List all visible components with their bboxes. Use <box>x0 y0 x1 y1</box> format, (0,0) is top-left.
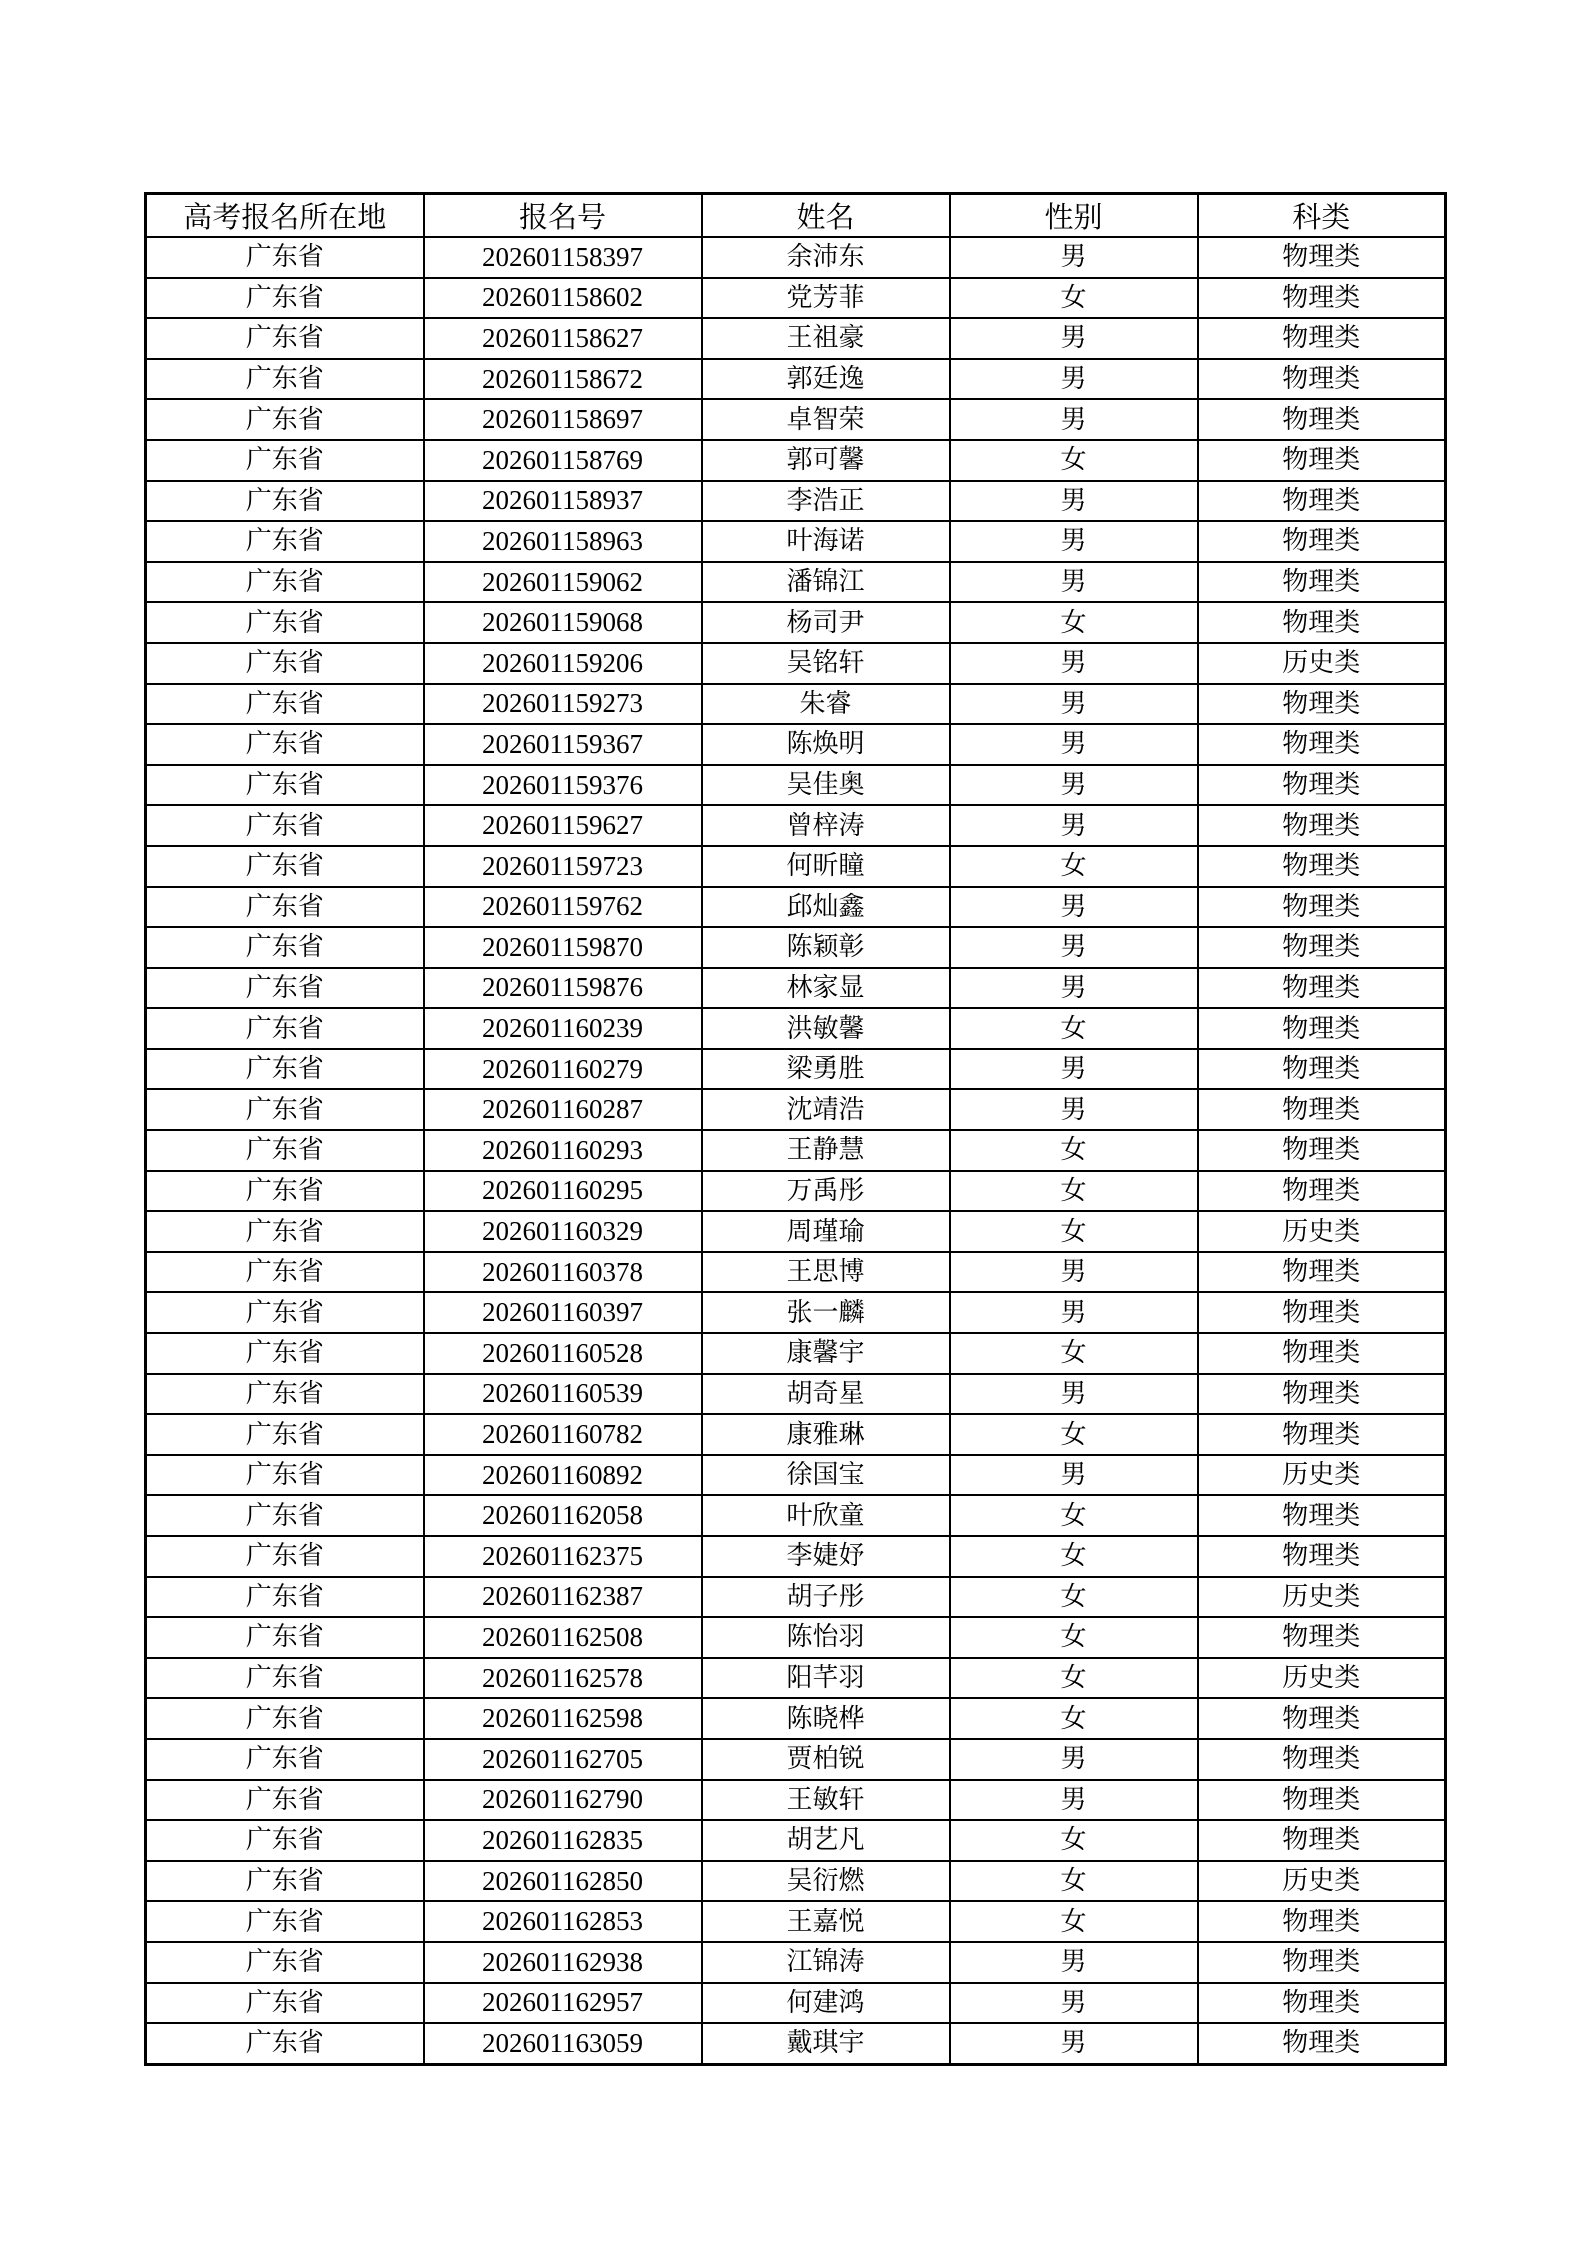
cell-subject-category: 物理类 <box>1198 359 1446 400</box>
cell-registration-number: 202601159062 <box>424 562 702 603</box>
cell-name: 吴铭轩 <box>702 643 950 684</box>
cell-subject-category: 物理类 <box>1198 927 1446 968</box>
cell-registration-number: 202601160279 <box>424 1049 702 1090</box>
header-registration-number: 报名号 <box>424 194 702 238</box>
table-row <box>146 684 1446 725</box>
cell-subject-category: 物理类 <box>1198 1089 1446 1130</box>
cell-subject-category: 物理类 <box>1198 318 1446 359</box>
cell-name: 阳芊羽 <box>702 1658 950 1699</box>
cell-registration-number: 202601162375 <box>424 1536 702 1577</box>
cell-location: 广东省 <box>146 968 424 1009</box>
cell-location: 广东省 <box>146 481 424 522</box>
table-row <box>146 1617 1446 1658</box>
cell-name: 胡艺凡 <box>702 1820 950 1861</box>
cell-registration-number: 202601162853 <box>424 1901 702 1942</box>
cell-registration-number: 202601158769 <box>424 440 702 481</box>
cell-gender: 女 <box>950 602 1198 643</box>
cell-registration-number: 202601162598 <box>424 1698 702 1739</box>
table-row <box>146 1049 1446 1090</box>
cell-registration-number: 202601160378 <box>424 1252 702 1293</box>
cell-location: 广东省 <box>146 1577 424 1618</box>
table-row <box>146 399 1446 440</box>
cell-name: 潘锦江 <box>702 562 950 603</box>
table-header-row <box>146 194 1446 238</box>
cell-registration-number: 202601160293 <box>424 1130 702 1171</box>
cell-location: 广东省 <box>146 1739 424 1780</box>
table-row <box>146 805 1446 846</box>
cell-subject-category: 物理类 <box>1198 278 1446 319</box>
cell-location: 广东省 <box>146 1049 424 1090</box>
cell-name: 李婕妤 <box>702 1536 950 1577</box>
table-row <box>146 1942 1446 1983</box>
cell-registration-number: 202601158627 <box>424 318 702 359</box>
cell-gender: 女 <box>950 1333 1198 1374</box>
table-row <box>146 1292 1446 1333</box>
cell-location: 广东省 <box>146 1374 424 1415</box>
cell-gender: 男 <box>950 927 1198 968</box>
cell-location: 广东省 <box>146 1008 424 1049</box>
cell-gender: 女 <box>950 1577 1198 1618</box>
cell-gender: 男 <box>950 1089 1198 1130</box>
cell-location: 广东省 <box>146 846 424 887</box>
table-row <box>146 1414 1446 1455</box>
cell-location: 广东省 <box>146 1698 424 1739</box>
table-row <box>146 318 1446 359</box>
cell-name: 沈靖浩 <box>702 1089 950 1130</box>
cell-registration-number: 202601162938 <box>424 1942 702 1983</box>
table-row <box>146 440 1446 481</box>
table-row <box>146 1495 1446 1536</box>
cell-gender: 女 <box>950 440 1198 481</box>
table-row <box>146 562 1446 603</box>
table-row <box>146 1861 1446 1902</box>
table-row <box>146 968 1446 1009</box>
table-row <box>146 643 1446 684</box>
cell-gender: 女 <box>950 1414 1198 1455</box>
cell-gender: 男 <box>950 481 1198 522</box>
cell-gender: 女 <box>950 1901 1198 1942</box>
cell-gender: 男 <box>950 643 1198 684</box>
cell-subject-category: 物理类 <box>1198 2023 1446 2064</box>
table-row <box>146 1536 1446 1577</box>
cell-name: 朱睿 <box>702 684 950 725</box>
cell-name: 李浩正 <box>702 481 950 522</box>
cell-subject-category: 历史类 <box>1198 1455 1446 1496</box>
cell-name: 林家显 <box>702 968 950 1009</box>
cell-subject-category: 物理类 <box>1198 1130 1446 1171</box>
cell-gender: 男 <box>950 1983 1198 2024</box>
cell-subject-category: 物理类 <box>1198 1820 1446 1861</box>
cell-name: 徐国宝 <box>702 1455 950 1496</box>
cell-registration-number: 202601158937 <box>424 481 702 522</box>
header-name: 姓名 <box>702 194 950 238</box>
cell-gender: 男 <box>950 237 1198 278</box>
cell-location: 广东省 <box>146 1820 424 1861</box>
cell-registration-number: 202601159762 <box>424 887 702 928</box>
cell-subject-category: 物理类 <box>1198 1049 1446 1090</box>
cell-subject-category: 物理类 <box>1198 1698 1446 1739</box>
cell-registration-number: 202601158963 <box>424 521 702 562</box>
cell-name: 余沛东 <box>702 237 950 278</box>
cell-name: 陈颖彰 <box>702 927 950 968</box>
cell-subject-category: 物理类 <box>1198 562 1446 603</box>
table-row <box>146 1820 1446 1861</box>
cell-gender: 男 <box>950 1374 1198 1415</box>
cell-registration-number: 202601162578 <box>424 1658 702 1699</box>
cell-location: 广东省 <box>146 887 424 928</box>
cell-subject-category: 物理类 <box>1198 1983 1446 2024</box>
table-row <box>146 1658 1446 1699</box>
cell-location: 广东省 <box>146 1089 424 1130</box>
cell-location: 广东省 <box>146 765 424 806</box>
cell-registration-number: 202601158602 <box>424 278 702 319</box>
cell-gender: 男 <box>950 1049 1198 1090</box>
cell-gender: 女 <box>950 1211 1198 1252</box>
cell-subject-category: 物理类 <box>1198 1495 1446 1536</box>
cell-gender: 女 <box>950 1171 1198 1212</box>
cell-location: 广东省 <box>146 1617 424 1658</box>
cell-registration-number: 202601159206 <box>424 643 702 684</box>
cell-registration-number: 202601162850 <box>424 1861 702 1902</box>
cell-registration-number: 202601159723 <box>424 846 702 887</box>
table-row <box>146 765 1446 806</box>
cell-name: 王祖豪 <box>702 318 950 359</box>
cell-name: 贾柏锐 <box>702 1739 950 1780</box>
cell-subject-category: 历史类 <box>1198 1577 1446 1618</box>
cell-gender: 女 <box>950 1820 1198 1861</box>
table-row <box>146 1780 1446 1821</box>
table-row <box>146 927 1446 968</box>
cell-name: 周瑾瑜 <box>702 1211 950 1252</box>
cell-gender: 男 <box>950 562 1198 603</box>
table-row <box>146 1333 1446 1374</box>
cell-registration-number: 202601158672 <box>424 359 702 400</box>
cell-name: 吴佳奥 <box>702 765 950 806</box>
cell-subject-category: 物理类 <box>1198 602 1446 643</box>
cell-location: 广东省 <box>146 1658 424 1699</box>
cell-name: 吴衍燃 <box>702 1861 950 1902</box>
cell-subject-category: 历史类 <box>1198 1658 1446 1699</box>
cell-location: 广东省 <box>146 1536 424 1577</box>
cell-location: 广东省 <box>146 278 424 319</box>
table-row <box>146 1130 1446 1171</box>
cell-location: 广东省 <box>146 562 424 603</box>
cell-gender: 女 <box>950 1861 1198 1902</box>
cell-registration-number: 202601160782 <box>424 1414 702 1455</box>
cell-subject-category: 物理类 <box>1198 1780 1446 1821</box>
cell-location: 广东省 <box>146 1861 424 1902</box>
cell-registration-number: 202601160397 <box>424 1292 702 1333</box>
cell-subject-category: 物理类 <box>1198 1292 1446 1333</box>
cell-registration-number: 202601158397 <box>424 237 702 278</box>
cell-gender: 女 <box>950 1495 1198 1536</box>
cell-registration-number: 202601159068 <box>424 602 702 643</box>
cell-gender: 男 <box>950 684 1198 725</box>
cell-gender: 女 <box>950 278 1198 319</box>
cell-registration-number: 202601159376 <box>424 765 702 806</box>
cell-name: 张一麟 <box>702 1292 950 1333</box>
cell-subject-category: 物理类 <box>1198 399 1446 440</box>
cell-subject-category: 物理类 <box>1198 846 1446 887</box>
cell-subject-category: 历史类 <box>1198 643 1446 684</box>
cell-subject-category: 物理类 <box>1198 1942 1446 1983</box>
cell-subject-category: 物理类 <box>1198 1617 1446 1658</box>
cell-location: 广东省 <box>146 2023 424 2064</box>
cell-location: 广东省 <box>146 359 424 400</box>
header-subject-category: 科类 <box>1198 194 1446 238</box>
cell-registration-number: 202601162790 <box>424 1780 702 1821</box>
cell-subject-category: 物理类 <box>1198 724 1446 765</box>
table-row <box>146 887 1446 928</box>
cell-gender: 男 <box>950 805 1198 846</box>
cell-subject-category: 物理类 <box>1198 521 1446 562</box>
cell-registration-number: 202601162058 <box>424 1495 702 1536</box>
cell-location: 广东省 <box>146 521 424 562</box>
cell-gender: 女 <box>950 1617 1198 1658</box>
cell-registration-number: 202601162387 <box>424 1577 702 1618</box>
table-row <box>146 278 1446 319</box>
cell-gender: 男 <box>950 1252 1198 1293</box>
table-row <box>146 1374 1446 1415</box>
cell-location: 广东省 <box>146 1211 424 1252</box>
cell-name: 杨司尹 <box>702 602 950 643</box>
cell-name: 万禹彤 <box>702 1171 950 1212</box>
cell-gender: 男 <box>950 359 1198 400</box>
cell-gender: 男 <box>950 399 1198 440</box>
cell-location: 广东省 <box>146 602 424 643</box>
cell-name: 康雅琳 <box>702 1414 950 1455</box>
table-row <box>146 1698 1446 1739</box>
cell-location: 广东省 <box>146 805 424 846</box>
cell-name: 王思博 <box>702 1252 950 1293</box>
cell-name: 曾梓涛 <box>702 805 950 846</box>
cell-gender: 女 <box>950 1536 1198 1577</box>
cell-registration-number: 202601160539 <box>424 1374 702 1415</box>
table-row <box>146 1739 1446 1780</box>
cell-name: 郭可馨 <box>702 440 950 481</box>
cell-location: 广东省 <box>146 1983 424 2024</box>
cell-name: 王静慧 <box>702 1130 950 1171</box>
cell-name: 康馨宇 <box>702 1333 950 1374</box>
cell-location: 广东省 <box>146 927 424 968</box>
cell-gender: 男 <box>950 1780 1198 1821</box>
table-row <box>146 237 1446 278</box>
table-row <box>146 846 1446 887</box>
cell-registration-number: 202601163059 <box>424 2023 702 2064</box>
cell-name: 陈晓桦 <box>702 1698 950 1739</box>
table-row <box>146 359 1446 400</box>
cell-gender: 男 <box>950 1455 1198 1496</box>
cell-name: 王嘉悦 <box>702 1901 950 1942</box>
admission-roster-table <box>144 192 1447 2066</box>
cell-subject-category: 物理类 <box>1198 684 1446 725</box>
cell-location: 广东省 <box>146 1942 424 1983</box>
cell-registration-number: 202601160295 <box>424 1171 702 1212</box>
cell-subject-category: 历史类 <box>1198 1211 1446 1252</box>
table-row <box>146 1983 1446 2024</box>
cell-subject-category: 物理类 <box>1198 1252 1446 1293</box>
cell-subject-category: 物理类 <box>1198 481 1446 522</box>
table-row <box>146 1901 1446 1942</box>
cell-registration-number: 202601162957 <box>424 1983 702 2024</box>
cell-name: 梁勇胜 <box>702 1049 950 1090</box>
cell-registration-number: 202601159876 <box>424 968 702 1009</box>
cell-location: 广东省 <box>146 643 424 684</box>
cell-location: 广东省 <box>146 1455 424 1496</box>
table-row <box>146 1089 1446 1130</box>
cell-name: 戴琪宇 <box>702 2023 950 2064</box>
cell-registration-number: 202601162508 <box>424 1617 702 1658</box>
cell-subject-category: 物理类 <box>1198 1333 1446 1374</box>
cell-name: 党芳菲 <box>702 278 950 319</box>
cell-gender: 女 <box>950 1658 1198 1699</box>
header-gender: 性别 <box>950 194 1198 238</box>
cell-subject-category: 物理类 <box>1198 968 1446 1009</box>
cell-registration-number: 202601159627 <box>424 805 702 846</box>
table-row <box>146 1252 1446 1293</box>
cell-subject-category: 物理类 <box>1198 1739 1446 1780</box>
cell-gender: 男 <box>950 2023 1198 2064</box>
cell-location: 广东省 <box>146 1495 424 1536</box>
cell-subject-category: 物理类 <box>1198 887 1446 928</box>
table-row <box>146 1008 1446 1049</box>
table-body <box>146 237 1446 2064</box>
cell-subject-category: 物理类 <box>1198 805 1446 846</box>
cell-subject-category: 物理类 <box>1198 440 1446 481</box>
cell-subject-category: 物理类 <box>1198 1536 1446 1577</box>
cell-location: 广东省 <box>146 1780 424 1821</box>
cell-registration-number: 202601160239 <box>424 1008 702 1049</box>
table-row <box>146 602 1446 643</box>
cell-name: 叶海诺 <box>702 521 950 562</box>
cell-subject-category: 物理类 <box>1198 1171 1446 1212</box>
cell-subject-category: 物理类 <box>1198 237 1446 278</box>
table-row <box>146 1171 1446 1212</box>
cell-gender: 男 <box>950 887 1198 928</box>
table-row <box>146 521 1446 562</box>
table-row <box>146 2023 1446 2064</box>
cell-registration-number: 202601160329 <box>424 1211 702 1252</box>
cell-gender: 女 <box>950 1008 1198 1049</box>
cell-name: 何建鸿 <box>702 1983 950 2024</box>
cell-name: 邱灿鑫 <box>702 887 950 928</box>
cell-gender: 女 <box>950 1698 1198 1739</box>
cell-gender: 男 <box>950 724 1198 765</box>
cell-name: 胡奇星 <box>702 1374 950 1415</box>
cell-registration-number: 202601162835 <box>424 1820 702 1861</box>
cell-location: 广东省 <box>146 1171 424 1212</box>
cell-gender: 男 <box>950 765 1198 806</box>
cell-name: 郭廷逸 <box>702 359 950 400</box>
cell-name: 陈怡羽 <box>702 1617 950 1658</box>
table-row <box>146 481 1446 522</box>
cell-registration-number: 202601160528 <box>424 1333 702 1374</box>
cell-location: 广东省 <box>146 1333 424 1374</box>
cell-name: 卓智荣 <box>702 399 950 440</box>
cell-registration-number: 202601159870 <box>424 927 702 968</box>
cell-location: 广东省 <box>146 1252 424 1293</box>
cell-location: 广东省 <box>146 1292 424 1333</box>
cell-gender: 男 <box>950 968 1198 1009</box>
table-row <box>146 724 1446 765</box>
header-registration-location: 高考报名所在地 <box>146 194 424 238</box>
cell-gender: 男 <box>950 1739 1198 1780</box>
cell-gender: 女 <box>950 846 1198 887</box>
cell-registration-number: 202601160287 <box>424 1089 702 1130</box>
cell-subject-category: 物理类 <box>1198 765 1446 806</box>
cell-name: 江锦涛 <box>702 1942 950 1983</box>
cell-gender: 男 <box>950 318 1198 359</box>
cell-name: 胡子彤 <box>702 1577 950 1618</box>
cell-subject-category: 历史类 <box>1198 1861 1446 1902</box>
cell-registration-number: 202601159367 <box>424 724 702 765</box>
cell-location: 广东省 <box>146 237 424 278</box>
cell-subject-category: 物理类 <box>1198 1374 1446 1415</box>
cell-registration-number: 202601159273 <box>424 684 702 725</box>
cell-registration-number: 202601160892 <box>424 1455 702 1496</box>
cell-location: 广东省 <box>146 399 424 440</box>
cell-registration-number: 202601162705 <box>424 1739 702 1780</box>
cell-name: 陈焕明 <box>702 724 950 765</box>
cell-location: 广东省 <box>146 724 424 765</box>
cell-subject-category: 物理类 <box>1198 1008 1446 1049</box>
cell-location: 广东省 <box>146 1414 424 1455</box>
table-row <box>146 1211 1446 1252</box>
cell-registration-number: 202601158697 <box>424 399 702 440</box>
cell-name: 王敏轩 <box>702 1780 950 1821</box>
cell-gender: 女 <box>950 1130 1198 1171</box>
cell-location: 广东省 <box>146 1130 424 1171</box>
cell-location: 广东省 <box>146 318 424 359</box>
cell-location: 广东省 <box>146 440 424 481</box>
cell-gender: 男 <box>950 521 1198 562</box>
cell-name: 何昕瞳 <box>702 846 950 887</box>
table-row <box>146 1577 1446 1618</box>
cell-location: 广东省 <box>146 1901 424 1942</box>
cell-gender: 男 <box>950 1942 1198 1983</box>
cell-subject-category: 物理类 <box>1198 1901 1446 1942</box>
cell-name: 叶欣童 <box>702 1495 950 1536</box>
cell-location: 广东省 <box>146 684 424 725</box>
cell-subject-category: 物理类 <box>1198 1414 1446 1455</box>
cell-gender: 男 <box>950 1292 1198 1333</box>
table-row <box>146 1455 1446 1496</box>
cell-name: 洪敏馨 <box>702 1008 950 1049</box>
